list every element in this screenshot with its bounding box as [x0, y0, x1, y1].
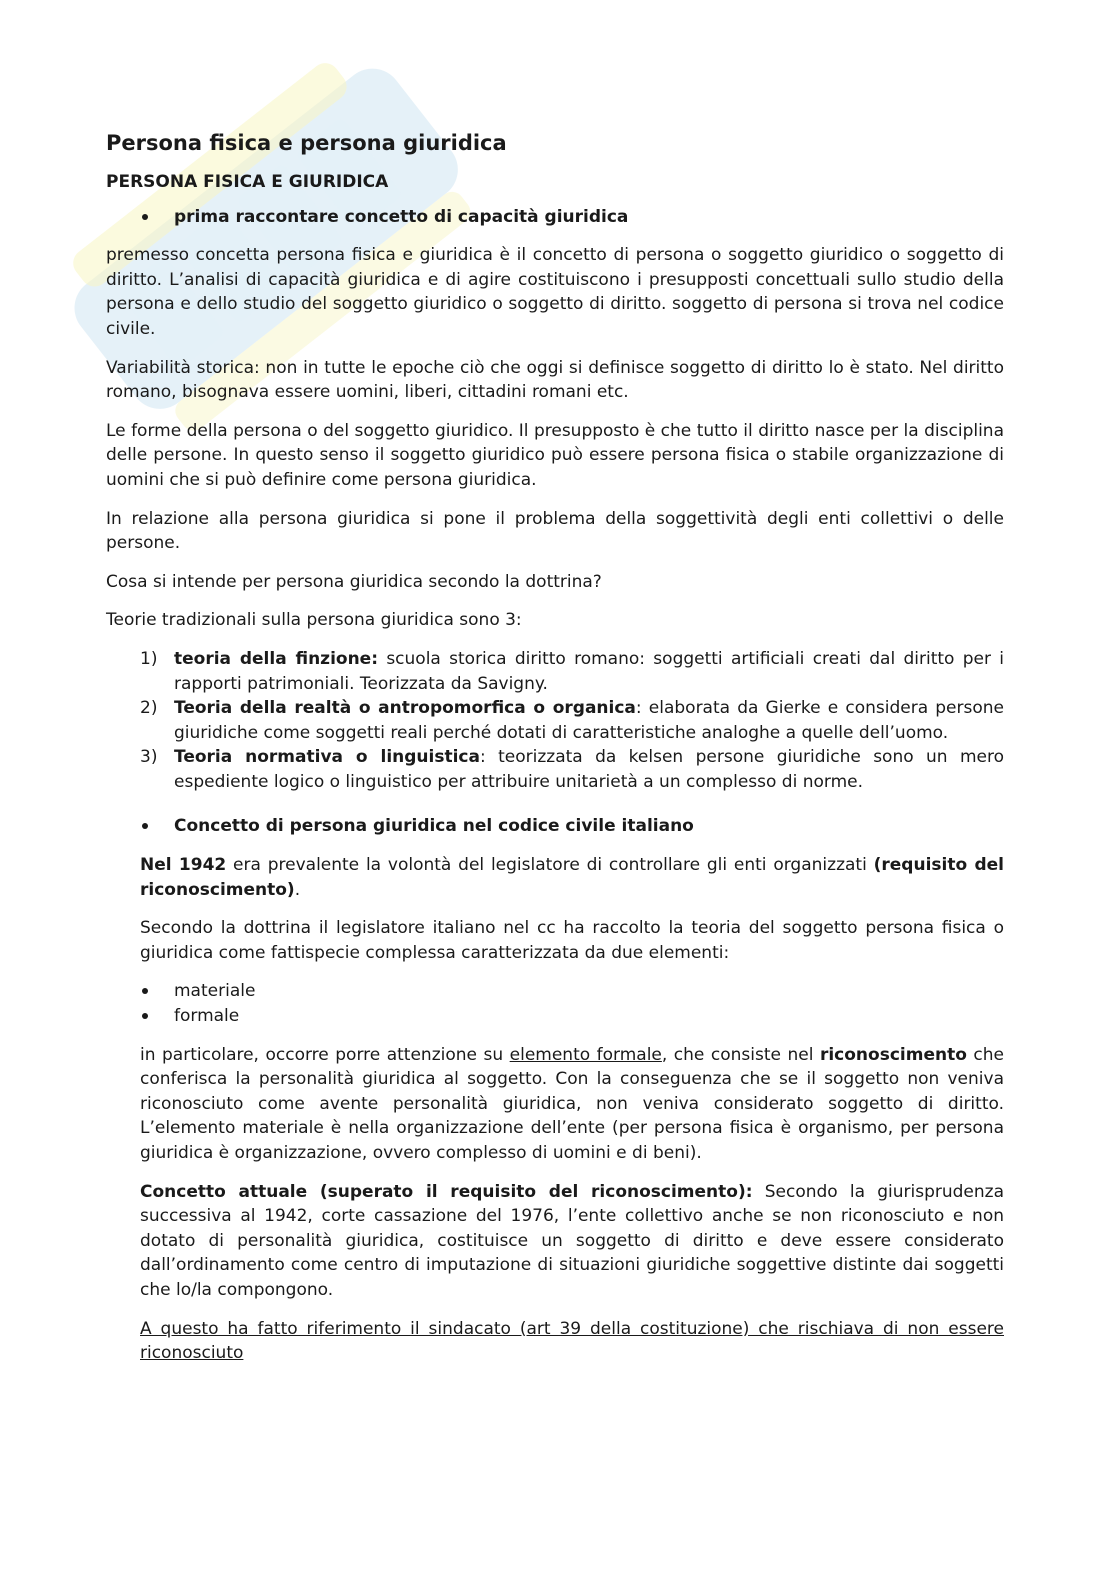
section-heading: PERSONA FISICA E GIURIDICA — [106, 172, 389, 192]
list-item-text: materiale — [174, 981, 256, 1002]
elements-list — [106, 979, 1004, 1028]
paragraph-dottrina: Secondo la dottrina il legislatore italiano nel cc ha raccolto la teoria del soggetto persona fisica o giuridica come fattispecie complessa caratterizzata da due elementi: — [140, 918, 1004, 963]
bold-text: Nel 1942 — [140, 855, 227, 876]
text: , che consiste nel — [661, 1044, 820, 1065]
bullet-heading-text: Concetto di persona giuridica nel codice civile italiano — [174, 816, 694, 837]
list-item — [106, 1004, 1004, 1029]
list-number: 2) — [140, 698, 158, 719]
theory-text: : teorizzata da kelsen persone giuridiche sono un mero espediente logico o linguistico per attribuire unitarietà a un complesso di norme. — [174, 747, 1005, 792]
list-item — [106, 696, 1004, 745]
list-item — [106, 745, 1004, 794]
paragraph-forme: Le forme della persona o del soggetto giuridico. Il presupposto è che tutto il diritto nasce per la disciplina delle persone. In questo senso il soggetto giuridico può essere persona fisica o stabile organizzazione di uomini che si può definire come persona giuridica. — [106, 420, 1004, 490]
paragraph-intro: premesso concetta persona fisica e giuridica è il concetto di persona o soggetto giuridico o soggetto di diritto. L’analisi di capacità giuridica e di agire costituiscono i presupposti concettuali sullo studio della persona e dello studio del soggetto giuridico o soggetto di diritto. soggetto di persona si trova nel codice civile. — [106, 245, 1004, 339]
paragraph-concetto-attuale — [140, 1180, 1004, 1303]
paragraph-1942 — [140, 853, 1004, 902]
document-body — [106, 128, 1004, 1380]
bullet-dot — [142, 1013, 148, 1019]
text: . — [294, 879, 301, 900]
underlined-text: elemento formale — [509, 1044, 662, 1065]
paragraph-sindacato — [140, 1317, 1004, 1366]
text: era prevalente la volontà del legislatore di controllare gli enti organizzati — [226, 855, 874, 876]
paragraph-teorie-intro: Teorie tradizionali sulla persona giuridica sono 3: — [106, 610, 522, 631]
theory-term: Teoria normativa o linguistica — [174, 747, 480, 768]
bullet-heading-text: prima raccontare concetto di capacità giuridica — [174, 206, 629, 227]
paragraph-variabilita: Variabilità storica: non in tutte le epoche ciò che oggi si definisce soggetto di diritto lo è stato. Nel diritto romano, bisognava essere uomini, liberi, cittadini romani etc. — [106, 357, 1004, 403]
text: Secondo la giurisprudenza successiva al 1942, corte cassazione del 1976, l’ente collettivo anche se non riconosciuto e non dotato di personalità giuridica, costituisce un soggetto di diritto e deve essere considerato dall’ordinamento come centro di imputazione di situazioni giuridiche soggettive distinte dai soggetti che lo/la compongono. — [140, 1181, 1005, 1300]
bold-text: Concetto attuale (superato il requisito del riconoscimento): — [140, 1181, 753, 1202]
paragraph-relazione: In relazione alla persona giuridica si pone il problema della soggettività degli enti collettivi o delle persone. — [106, 508, 1004, 554]
theory-text: : elaborata da Gierke e considera persone giuridiche come soggetti reali perché dotati di caratteristiche analoghe a quelle dell’uomo. — [174, 698, 1004, 743]
theory-term: Teoria della realtà o antropomorfica o organica — [174, 698, 636, 719]
document-title: Persona fisica e persona giuridica — [106, 131, 507, 155]
bullet-dot — [142, 823, 148, 829]
theory-term: teoria della finzione: — [174, 648, 379, 669]
underlined-text: A questo ha fatto riferimento il sindacato (art 39 della costituzione) che rischiava di non essere riconosciuto — [140, 1318, 1004, 1364]
list-number: 1) — [140, 648, 158, 669]
bullet-heading-capacita — [106, 205, 1004, 230]
list-item-text: formale — [174, 1006, 240, 1027]
list-item — [106, 979, 1004, 1004]
list-item — [106, 647, 1004, 696]
paragraph-question: Cosa si intende per persona giuridica secondo la dottrina? — [106, 571, 602, 592]
text: che conferisca la personalità giuridica al soggetto. Con la conseguenza che se il soggetto non veniva riconosciuto come avente personalità giuridica, non veniva considerato soggetto di diritto. L’elemento materiale è nella organizzazione dell’ente (per persona fisica è organismo, per persona giuridica è organizzazione, ovvero complesso di uomini e di beni). — [140, 1044, 1004, 1163]
bold-text: riconoscimento — [819, 1044, 967, 1065]
bullet-heading-codice — [106, 814, 1004, 839]
bullet-dot — [142, 214, 148, 220]
bold-text: (requisito del riconoscimento) — [140, 855, 1004, 900]
text: in particolare, occorre porre attenzione su — [140, 1044, 510, 1065]
theories-list — [106, 647, 1004, 795]
paragraph-elemento-formale — [140, 1043, 1004, 1166]
list-number: 3) — [140, 747, 158, 768]
bullet-dot — [142, 988, 148, 994]
theory-text: scuola storica diritto romano: soggetti artificiali creati dal diritto per i rapporti patrimoniali. Teorizzata da Savigny. — [174, 648, 1004, 694]
